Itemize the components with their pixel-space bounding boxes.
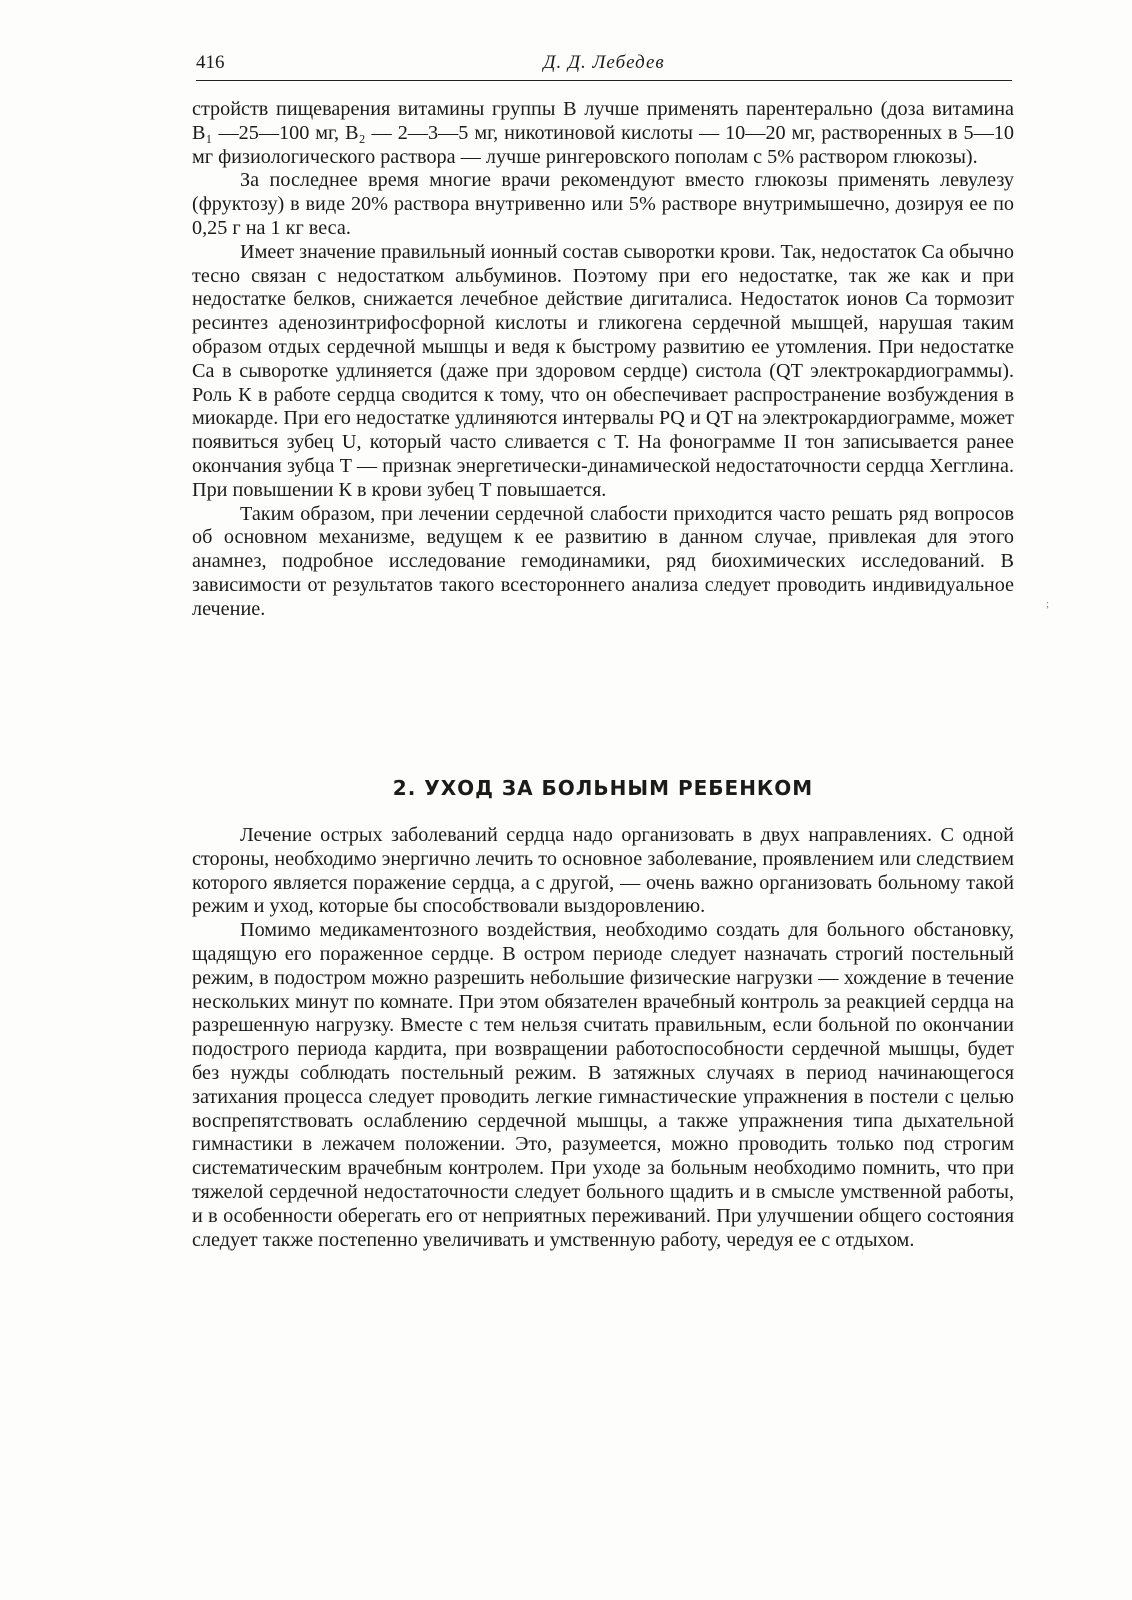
running-head: Д. Д. Лебедев [543, 52, 665, 73]
paragraph: Таким образом, при лечении сердечной слабости приходится часто решать ряд вопросов об основном механизме, ведущем к ее развитию в данном случае, привлекая для этого анамнез, подробное исследование гемодинамики, ряд биохимических исследований. В зависимости от результатов такого всестороннего анализа следует проводить индивидуальное лечение. [192, 502, 1014, 620]
paragraph: За последнее время многие врачи рекомендуют вместо глюкозы применять левулезу (фруктозу) в виде 20% раствора внутривенно или 5% растворе внутримышечно, дозируя ее по 0,25 г на 1 кг веса. [192, 169, 1014, 239]
margin-mark: ; [1046, 598, 1050, 610]
paragraph: Лечение острых заболеваний сердца надо организовать в двух направлениях. С одной стороны, необходимо энергично лечить то основное заболевание, проявлением или следствием которого является поражение сердца, а с другой, — очень важно организовать больному такой режим и уход, которые бы способствовали выздоровлению. [192, 824, 1014, 918]
section-heading: 2. УХОД ЗА БОЛЬНЫМ РЕБЕНКОМ [392, 776, 814, 800]
paragraph: Имеет значение правильный ионный состав сыворотки крови. Так, недостаток Са обычно тесно связан с недостатком альбуминов. Поэтому при его недостатке, так же как и при недостатке белков, снижается лечебное действие дигиталиса. Недостаток ионов Са тормозит ресинтез аденозинтрифосфорной кислоты и гликогена сердечной мышцей, нарушая таким образом отдых сердечной мышцы и ведя к быстрому развитию ее утомления. При недостатке Са в сыворотке удлиняется (даже при здоровом сердце) систола (QT электрокардиограммы). Роль К в работе сердца сводится к тому, что он обеспечивает распространение возбуждения в миокарде. При его недостатке удлиняются интервалы PQ и QT на электрокардиограмме, может появиться зубец U, который часто сливается с Т. На фонограмме II тон записывается ранее окончания зубца T — признак энергетически-динамической недостаточности сердца Хегглина. При повышении К в крови зубец Т повышается. [192, 240, 1014, 501]
page-number: 416 [196, 52, 225, 73]
section-1-text [192, 98, 1014, 622]
paragraph: стройств пищеварения витамины группы В лучше применять парентерально (доза витамина В₁ —25—100 мг, В₂ — 2—3—5 мг, никотиновой кислоты — 10—20 мг, растворенных в 5—10 мг физиологического раствора — лучше рингеровского пополам с 5% раствором глюкозы). [192, 98, 1014, 168]
page-header [196, 50, 1012, 81]
section-2-text [192, 824, 1014, 1252]
paragraph: Помимо медикаментозного воздействия, необходимо создать для больного обстановку, щадящую его пораженное сердце. В остром периоде следует назначать строгий постельный режим, в подостром можно разрешить небольшие физические нагрузки — хождение в течение нескольких минут по комнате. При этом обязателен врачебный контроль за реакцией сердца на разрешенную нагрузку. Вместе с тем нельзя считать правильным, если больной по окончании подострого периода кардита, при возвращении работоспособности сердечной мышцы, будет без нужды соблюдать постельный режим. В затяжных случаях в период начинающегося затихания процесса следует проводить легкие гимнастические упражнения в постели с целью воспрепятствовать ослаблению сердечной мышцы, а также упражнения типа дыхательной гимнастики в лежачем положении. Это, разумеется, можно проводить только под строгим систематическим врачебным контролем. При уходе за больным необходимо помнить, что при тяжелой сердечной недостаточности следует больного щадить и в смысле умственной работы, и в особенности оберегать его от неприятных переживаний. При улучшении общего состояния следует также постепенно увеличивать и умственную работу, чередуя ее с отдыхом. [192, 919, 1014, 1251]
